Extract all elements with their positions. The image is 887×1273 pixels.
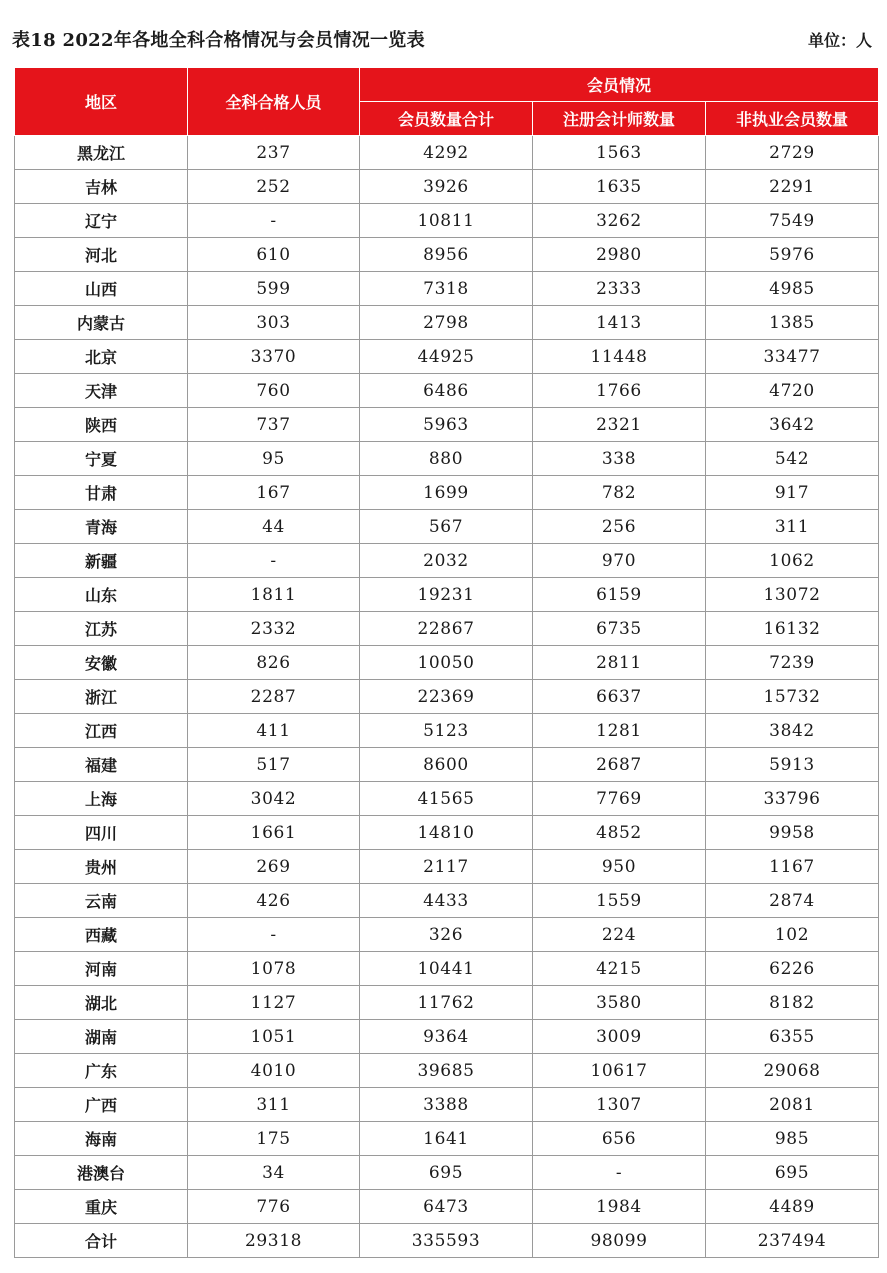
- table-row: [15, 510, 879, 544]
- member-total-cell: 2032: [360, 544, 533, 578]
- cpa-count-cell: 6159: [533, 578, 706, 612]
- region-cell: 上海: [15, 782, 188, 816]
- region-cell: 湖北: [15, 986, 188, 1020]
- cpa-count-cell: 256: [533, 510, 706, 544]
- passed-cell: 776: [188, 1190, 360, 1224]
- table-row: [15, 1020, 879, 1054]
- table-row: [15, 748, 879, 782]
- total-row: [15, 1224, 879, 1258]
- non-practicing-cell: 15732: [706, 680, 879, 714]
- region-cell: 四川: [15, 816, 188, 850]
- cpa-count-cell: 2321: [533, 408, 706, 442]
- region-cell: 浙江: [15, 680, 188, 714]
- member-total-cell: 2798: [360, 306, 533, 340]
- table-row: [15, 136, 879, 170]
- member-total-cell: 10050: [360, 646, 533, 680]
- passed-cell: 3042: [188, 782, 360, 816]
- header-region: 地区: [15, 68, 188, 136]
- member-total-cell: 1699: [360, 476, 533, 510]
- region-cell: 贵州: [15, 850, 188, 884]
- member-total-cell: 41565: [360, 782, 533, 816]
- member-total-cell: 22867: [360, 612, 533, 646]
- non-practicing-cell: 5976: [706, 238, 879, 272]
- region-cell: 海南: [15, 1122, 188, 1156]
- non-practicing-cell: 4720: [706, 374, 879, 408]
- region-cell: 黑龙江: [15, 136, 188, 170]
- table-body: [15, 136, 879, 1258]
- cpa-count-cell: 3262: [533, 204, 706, 238]
- member-total-cell: 4433: [360, 884, 533, 918]
- passed-cell: 411: [188, 714, 360, 748]
- non-practicing-cell: 8182: [706, 986, 879, 1020]
- cpa-count-cell: 1563: [533, 136, 706, 170]
- region-cell: 河北: [15, 238, 188, 272]
- passed-cell: 426: [188, 884, 360, 918]
- member-total-cell: 8956: [360, 238, 533, 272]
- non-practicing-cell: 542: [706, 442, 879, 476]
- non-practicing-cell: 2729: [706, 136, 879, 170]
- table-row: [15, 1054, 879, 1088]
- non-practicing-cell: 102: [706, 918, 879, 952]
- table-row: [15, 476, 879, 510]
- table-row: [15, 578, 879, 612]
- passed-cell: 95: [188, 442, 360, 476]
- header-member-total: 会员数量合计: [360, 102, 533, 136]
- table-header: [15, 68, 879, 136]
- passed-cell: 826: [188, 646, 360, 680]
- table-row: [15, 340, 879, 374]
- cpa-count-cell: 1559: [533, 884, 706, 918]
- table-row: [15, 714, 879, 748]
- table-row: [15, 170, 879, 204]
- region-cell: 福建: [15, 748, 188, 782]
- table-row: [15, 612, 879, 646]
- table-row: [15, 850, 879, 884]
- passed-cell: 517: [188, 748, 360, 782]
- cpa-count-cell: 6735: [533, 612, 706, 646]
- cpa-count-cell: 4215: [533, 952, 706, 986]
- region-cell: 安徽: [15, 646, 188, 680]
- cpa-count-cell: 1413: [533, 306, 706, 340]
- table-row: [15, 272, 879, 306]
- non-practicing-cell: 33796: [706, 782, 879, 816]
- passed-cell: 44: [188, 510, 360, 544]
- region-cell: 内蒙古: [15, 306, 188, 340]
- member-total-cell: 880: [360, 442, 533, 476]
- cpa-count-cell: 1307: [533, 1088, 706, 1122]
- non-practicing-cell: 3642: [706, 408, 879, 442]
- passed-cell: 175: [188, 1122, 360, 1156]
- region-cell: 吉林: [15, 170, 188, 204]
- total-region-cell: 合计: [15, 1224, 188, 1258]
- cpa-count-cell: 6637: [533, 680, 706, 714]
- non-practicing-cell: 2081: [706, 1088, 879, 1122]
- non-practicing-cell: 311: [706, 510, 879, 544]
- member-total-cell: 10811: [360, 204, 533, 238]
- region-cell: 江苏: [15, 612, 188, 646]
- non-practicing-cell: 917: [706, 476, 879, 510]
- non-practicing-cell: 2874: [706, 884, 879, 918]
- header-passed: 全科合格人员: [188, 68, 360, 136]
- passed-cell: 1127: [188, 986, 360, 1020]
- table-row: [15, 680, 879, 714]
- member-statistics-table: [14, 68, 879, 1258]
- passed-cell: 4010: [188, 1054, 360, 1088]
- table-row: [15, 986, 879, 1020]
- passed-cell: 2287: [188, 680, 360, 714]
- non-practicing-cell: 4985: [706, 272, 879, 306]
- region-cell: 江西: [15, 714, 188, 748]
- table-row: [15, 306, 879, 340]
- member-total-cell: 567: [360, 510, 533, 544]
- cpa-count-cell: -: [533, 1156, 706, 1190]
- region-cell: 甘肃: [15, 476, 188, 510]
- non-practicing-cell: 6226: [706, 952, 879, 986]
- cpa-count-cell: 2687: [533, 748, 706, 782]
- total-cpa-count-cell: 98099: [533, 1224, 706, 1258]
- member-total-cell: 7318: [360, 272, 533, 306]
- region-cell: 山西: [15, 272, 188, 306]
- passed-cell: 1078: [188, 952, 360, 986]
- passed-cell: 1051: [188, 1020, 360, 1054]
- member-total-cell: 19231: [360, 578, 533, 612]
- cpa-count-cell: 7769: [533, 782, 706, 816]
- non-practicing-cell: 6355: [706, 1020, 879, 1054]
- passed-cell: 1811: [188, 578, 360, 612]
- member-total-cell: 10441: [360, 952, 533, 986]
- member-total-cell: 14810: [360, 816, 533, 850]
- non-practicing-cell: 29068: [706, 1054, 879, 1088]
- table-row: [15, 1122, 879, 1156]
- cpa-count-cell: 656: [533, 1122, 706, 1156]
- cpa-count-cell: 4852: [533, 816, 706, 850]
- table-row: [15, 884, 879, 918]
- passed-cell: 760: [188, 374, 360, 408]
- table-caption: [12, 26, 878, 52]
- table-row: [15, 238, 879, 272]
- member-total-cell: 326: [360, 918, 533, 952]
- cpa-count-cell: 782: [533, 476, 706, 510]
- passed-cell: -: [188, 204, 360, 238]
- non-practicing-cell: 695: [706, 1156, 879, 1190]
- region-cell: 重庆: [15, 1190, 188, 1224]
- table-row: [15, 374, 879, 408]
- cpa-count-cell: 338: [533, 442, 706, 476]
- header-member-group: 会员情况: [360, 68, 879, 102]
- non-practicing-cell: 7239: [706, 646, 879, 680]
- cpa-count-cell: 2333: [533, 272, 706, 306]
- table-row: [15, 1156, 879, 1190]
- cpa-count-cell: 224: [533, 918, 706, 952]
- member-total-cell: 9364: [360, 1020, 533, 1054]
- non-practicing-cell: 16132: [706, 612, 879, 646]
- member-total-cell: 44925: [360, 340, 533, 374]
- table-row: [15, 544, 879, 578]
- member-total-cell: 2117: [360, 850, 533, 884]
- region-cell: 天津: [15, 374, 188, 408]
- member-total-cell: 39685: [360, 1054, 533, 1088]
- non-practicing-cell: 9958: [706, 816, 879, 850]
- non-practicing-cell: 7549: [706, 204, 879, 238]
- region-cell: 河南: [15, 952, 188, 986]
- region-cell: 湖南: [15, 1020, 188, 1054]
- cpa-count-cell: 1635: [533, 170, 706, 204]
- passed-cell: 237: [188, 136, 360, 170]
- region-cell: 山东: [15, 578, 188, 612]
- region-cell: 宁夏: [15, 442, 188, 476]
- non-practicing-cell: 1062: [706, 544, 879, 578]
- region-cell: 青海: [15, 510, 188, 544]
- passed-cell: 303: [188, 306, 360, 340]
- cpa-count-cell: 2980: [533, 238, 706, 272]
- table-row: [15, 204, 879, 238]
- region-cell: 西藏: [15, 918, 188, 952]
- cpa-count-cell: 1281: [533, 714, 706, 748]
- non-practicing-cell: 33477: [706, 340, 879, 374]
- non-practicing-cell: 1167: [706, 850, 879, 884]
- header-cpa-count: 注册会计师数量: [533, 102, 706, 136]
- member-total-cell: 695: [360, 1156, 533, 1190]
- passed-cell: -: [188, 544, 360, 578]
- passed-cell: 610: [188, 238, 360, 272]
- member-total-cell: 3388: [360, 1088, 533, 1122]
- table-row: [15, 1088, 879, 1122]
- region-cell: 辽宁: [15, 204, 188, 238]
- cpa-count-cell: 11448: [533, 340, 706, 374]
- table-row: [15, 442, 879, 476]
- passed-cell: 252: [188, 170, 360, 204]
- table-row: [15, 952, 879, 986]
- passed-cell: 2332: [188, 612, 360, 646]
- passed-cell: 599: [188, 272, 360, 306]
- cpa-count-cell: 1984: [533, 1190, 706, 1224]
- header-non-practicing: 非执业会员数量: [706, 102, 879, 136]
- member-total-cell: 11762: [360, 986, 533, 1020]
- table-row: [15, 918, 879, 952]
- region-cell: 新疆: [15, 544, 188, 578]
- cpa-count-cell: 10617: [533, 1054, 706, 1088]
- member-total-cell: 6486: [360, 374, 533, 408]
- non-practicing-cell: 1385: [706, 306, 879, 340]
- member-total-cell: 6473: [360, 1190, 533, 1224]
- non-practicing-cell: 5913: [706, 748, 879, 782]
- table-row: [15, 1190, 879, 1224]
- passed-cell: 3370: [188, 340, 360, 374]
- non-practicing-cell: 985: [706, 1122, 879, 1156]
- table-row: [15, 782, 879, 816]
- region-cell: 北京: [15, 340, 188, 374]
- region-cell: 广东: [15, 1054, 188, 1088]
- region-cell: 港澳台: [15, 1156, 188, 1190]
- cpa-count-cell: 970: [533, 544, 706, 578]
- member-total-cell: 5123: [360, 714, 533, 748]
- non-practicing-cell: 2291: [706, 170, 879, 204]
- member-total-cell: 4292: [360, 136, 533, 170]
- non-practicing-cell: 13072: [706, 578, 879, 612]
- member-total-cell: 1641: [360, 1122, 533, 1156]
- member-total-cell: 5963: [360, 408, 533, 442]
- non-practicing-cell: 4489: [706, 1190, 879, 1224]
- table-title: 表18 2022年各地全科合格情况与会员情况一览表: [12, 30, 425, 51]
- table-row: [15, 646, 879, 680]
- table-row: [15, 816, 879, 850]
- cpa-count-cell: 3580: [533, 986, 706, 1020]
- member-total-cell: 8600: [360, 748, 533, 782]
- table-row: [15, 408, 879, 442]
- non-practicing-cell: 3842: [706, 714, 879, 748]
- passed-cell: 737: [188, 408, 360, 442]
- passed-cell: 1661: [188, 816, 360, 850]
- cpa-count-cell: 3009: [533, 1020, 706, 1054]
- passed-cell: 34: [188, 1156, 360, 1190]
- region-cell: 广西: [15, 1088, 188, 1122]
- region-cell: 陕西: [15, 408, 188, 442]
- member-total-cell: 22369: [360, 680, 533, 714]
- total-non-practicing-cell: 237494: [706, 1224, 879, 1258]
- passed-cell: -: [188, 918, 360, 952]
- passed-cell: 269: [188, 850, 360, 884]
- cpa-count-cell: 2811: [533, 646, 706, 680]
- region-cell: 云南: [15, 884, 188, 918]
- passed-cell: 311: [188, 1088, 360, 1122]
- unit-label: 单位：人: [807, 31, 872, 50]
- passed-cell: 167: [188, 476, 360, 510]
- member-total-cell: 3926: [360, 170, 533, 204]
- cpa-count-cell: 950: [533, 850, 706, 884]
- total-member-total-cell: 335593: [360, 1224, 533, 1258]
- total-passed-cell: 29318: [188, 1224, 360, 1258]
- cpa-count-cell: 1766: [533, 374, 706, 408]
